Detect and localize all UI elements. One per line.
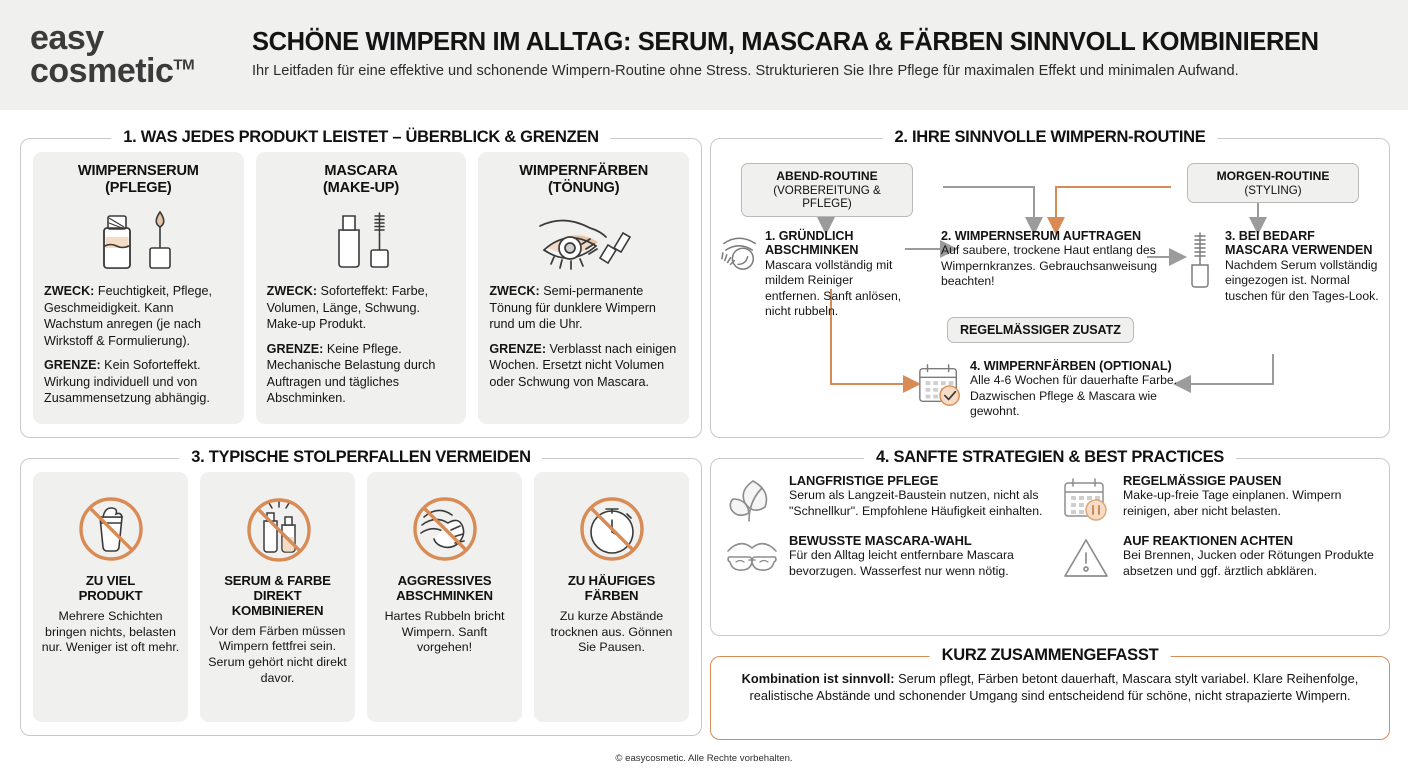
panel-2-title: 2. IHRE SINNVOLLE WIMPERN-ROUTINE	[883, 128, 1218, 147]
brand-word: cosmetic	[30, 52, 174, 90]
tip-regular-breaks	[1057, 473, 1377, 527]
panel-best-practices	[710, 448, 1390, 636]
panel-products	[20, 128, 702, 438]
page-subtitle: Ihr Leitfaden für eine effektive und schonende Wimpern-Routine ohne Stress. Strukturieren Sie Ihre Pflege für maximalen Effekt und minimalen Aufwand.	[252, 63, 1239, 80]
product-name-line2: (TÖNUNG)	[548, 179, 620, 196]
product-name-line1: WIMPERNFÄRBEN	[519, 163, 649, 179]
pitfall-name-line2: ABSCHMINKEN	[396, 587, 493, 603]
pitfall-name-line1: ZU HÄUFIGES	[567, 573, 656, 588]
limit-text: Keine Pflege. Mechanische Belastung durch Auftragen und tägliches Abschminken.	[266, 341, 436, 406]
limit-text: Kein Soforteffekt. Wirkung individuell und von Zusammensetzung abhängig.	[44, 358, 210, 406]
routine-step-3-title: 3. BEI BEDARF MASCARA VERWENDEN	[1225, 229, 1373, 258]
purpose-label: ZWECK:	[489, 284, 540, 299]
tip-long-term-care	[723, 473, 1043, 527]
brand-line-2	[30, 52, 252, 90]
pitfall-name-line1: AGGRESSIVES	[397, 573, 492, 588]
panel-3-title: 3. TYPISCHE STOLPERFALLEN VERMEIDEN	[179, 448, 542, 467]
footer-copyright: © easycosmetic. Alle Rechte vorbehalten.	[615, 753, 793, 764]
product-card-tinting	[478, 152, 689, 424]
routine-step-1	[721, 229, 911, 320]
pitfall-card-aggressive-removal	[367, 472, 522, 722]
warning-triangle-icon	[1057, 533, 1115, 581]
closed-eye-cleansing-icon	[721, 229, 759, 320]
no-combine-serum-dye-icon	[237, 484, 319, 568]
page-header	[0, 0, 1408, 110]
product-name	[489, 163, 678, 196]
summary-text: Serum pflegt, Färben betont dauerhaft, Mascara stylt variabel. Klare Reihenfolge, realistische Abstände und schonender Umgang sind entscheidend für schöne, nicht strapazierte Wimpern.	[749, 671, 1359, 703]
routine-step-1-title: 1. GRÜNDLICH ABSCHMINKEN	[765, 229, 859, 258]
pitfall-description: Hartes Rubbeln bricht Wimpern. Sanft vorgehen!	[384, 608, 505, 655]
limit-label: GRENZE:	[489, 341, 547, 356]
tip-mascara-choice	[723, 533, 1043, 581]
evening-routine-box	[741, 163, 913, 217]
brand-logo	[0, 19, 252, 90]
routine-step-2-title: 2. WIMPERNSERUM AUFTRAGEN	[941, 229, 1141, 243]
routine-step-2-text	[941, 229, 1161, 290]
pitfall-name-line1: SERUM & FARBE	[224, 573, 331, 588]
pitfall-card-combine-serum-dye	[200, 472, 355, 722]
trademark-symbol: TM	[173, 56, 195, 74]
no-too-much-product-icon	[70, 484, 152, 568]
pitfall-card-frequent-tinting	[534, 472, 689, 722]
panel-pitfalls	[20, 448, 702, 736]
serum-bottle-and-applicator-icon	[44, 203, 233, 275]
product-purpose	[489, 283, 678, 332]
mascara-tube-and-wand-icon	[267, 203, 456, 275]
tip-title: LANGFRISTIGE PFLEGE	[789, 473, 939, 488]
glasses-eye-icon	[723, 533, 781, 581]
pitfall-card-too-much-product	[33, 472, 188, 722]
morning-routine-box	[1187, 163, 1359, 203]
evening-routine-sublabel: (VORBEREITUNG & PFLEGE)	[773, 183, 881, 211]
pitfall-name	[568, 574, 655, 604]
evening-routine-label: ABEND-ROUTINE	[776, 169, 878, 183]
pitfall-name-line2: FÄRBEN	[584, 587, 639, 603]
tip-watch-reactions	[1057, 533, 1377, 581]
routine-step-3	[1181, 229, 1381, 304]
product-limit	[267, 341, 456, 407]
pitfall-name-line2: DIREKT KOMBINIEREN	[231, 587, 324, 618]
pitfall-name	[208, 574, 347, 619]
limit-label: GRENZE:	[44, 358, 101, 373]
pitfall-name-line1: ZU VIEL	[85, 573, 136, 588]
purpose-text: Soforteffekt: Farbe, Volumen, Länge, Schwung. Make-up Produkt.	[266, 284, 429, 332]
leaf-icon	[723, 473, 781, 527]
product-limit	[489, 341, 678, 390]
product-description	[44, 283, 233, 406]
addon-pill: REGELMÄSSIGER ZUSATZ	[947, 317, 1134, 343]
morning-routine-sublabel: (STYLING)	[1244, 183, 1302, 197]
purpose-label: ZWECK:	[266, 284, 318, 299]
panel-routine	[710, 128, 1390, 438]
header-text-block	[252, 29, 1408, 80]
no-rubbing-icon	[404, 484, 486, 568]
panel-summary	[710, 646, 1390, 740]
tip-title: AUF REAKTIONEN ACHTEN	[1123, 533, 1294, 548]
product-name-line1: WIMPERNSERUM	[77, 163, 199, 179]
product-card-serum	[33, 152, 244, 424]
tip-title: REGELMÄSSIGE PAUSEN	[1123, 473, 1282, 488]
tip-watch-reactions-text	[1123, 533, 1377, 581]
summary-title: KURZ ZUSAMMENGEFASST	[930, 646, 1171, 665]
product-purpose	[267, 283, 456, 332]
product-limit	[44, 357, 233, 406]
product-name-line2: (MAKE-UP)	[322, 179, 400, 196]
product-name	[267, 163, 456, 196]
tip-regular-breaks-text	[1123, 473, 1377, 527]
tip-mascara-choice-text	[789, 533, 1043, 581]
routine-step-4-title: 4. WIMPERNFÄRBEN (OPTIONAL)	[970, 359, 1172, 373]
product-card-mascara	[256, 152, 467, 424]
calendar-check-icon	[916, 359, 964, 420]
routine-step-1-body: Mascara vollständig mit mildem Reiniger entfernen. Sanft anlösen, nicht rubbeln.	[765, 257, 902, 319]
tip-body: Für den Alltag leicht entfernbare Mascara bevorzugen. Wasserfest nur wenn nötig.	[789, 548, 1014, 578]
routine-step-4-body: Alle 4-6 Wochen für dauerhafte Farbe. Dazwischen Pflege & Mascara wie gewohnt.	[970, 373, 1178, 419]
product-name-line2: (PFLEGE)	[105, 179, 172, 196]
panel-4-title: 4. SANFTE STRATEGIEN & BEST PRACTICES	[864, 448, 1236, 467]
pitfall-description: Zu kurze Abstände trocknen aus. Gönnen Sie Pausen.	[550, 608, 673, 655]
pitfall-name	[396, 574, 493, 604]
pitfall-name	[79, 574, 143, 604]
routine-step-4	[916, 359, 1186, 420]
mascara-wand-icon	[1181, 229, 1219, 304]
panel-1-title: 1. WAS JEDES PRODUKT LEISTET – ÜBERBLICK & GRENZEN	[111, 128, 610, 147]
limit-label: GRENZE:	[266, 341, 324, 356]
product-description	[267, 283, 456, 406]
tip-long-term-care-text	[789, 473, 1043, 527]
pitfall-name-line2: PRODUKT	[78, 587, 143, 603]
brand-line-1: easy	[30, 19, 104, 58]
product-name	[44, 163, 233, 196]
summary-lead: Kombination ist sinnvoll:	[741, 671, 895, 686]
pitfall-description: Vor dem Färben müssen Wimpern fettfrei sein. Serum gehört nicht direkt davor.	[208, 623, 347, 685]
product-purpose	[44, 283, 233, 349]
purpose-label: ZWECK:	[44, 284, 95, 299]
product-name-line1: MASCARA	[324, 163, 398, 179]
tip-body: Serum als Langzeit-Baustein nutzen, nicht als "Schnellkur". Empfohlene Häufigkeit einhalten.	[789, 488, 1043, 518]
routine-step-2	[941, 229, 1161, 290]
routine-step-3-body: Nachdem Serum vollständig eingezogen ist. Normal tuschen für den Tages-Look.	[1225, 257, 1379, 303]
purpose-text: Semi-permanente Tönung für dunklere Wimpern rund um die Uhr.	[489, 284, 656, 332]
tip-title: BEWUSSTE MASCARA-WAHL	[789, 533, 972, 548]
pitfall-description: Mehrere Schichten bringen nichts, belasten nur. Weniger ist oft mehr.	[41, 608, 180, 655]
routine-step-1-text	[765, 229, 911, 320]
product-description	[489, 283, 678, 390]
purpose-text: Feuchtigkeit, Pflege, Geschmeidigkeit. Kann Wachstum anregen (je nach Wirkstoff & Formulierung).	[44, 284, 212, 348]
tip-body: Bei Brennen, Jucken oder Rötungen Produkte absetzen und ggf. ärztlich abklären.	[1123, 548, 1374, 578]
page-title: SCHÖNE WIMPERN IM ALLTAG: SERUM, MASCARA & FÄRBEN SINNVOLL KOMBINIEREN	[252, 28, 1319, 57]
no-frequent-tinting-icon	[571, 484, 653, 568]
limit-text: Verblasst nach einigen Wochen. Ersetzt nicht Volumen oder Schwung von Mascara.	[489, 341, 677, 389]
tip-body: Make-up-freie Tage einplanen. Wimpern reinigen, aber nicht belasten.	[1123, 488, 1342, 518]
calendar-pause-icon	[1057, 473, 1115, 527]
morning-routine-label: MORGEN-ROUTINE	[1216, 169, 1330, 183]
routine-step-4-text	[970, 359, 1186, 420]
eye-tinting-icon	[489, 203, 678, 275]
routine-step-3-text	[1225, 229, 1381, 304]
routine-step-2-body: Auf saubere, trockene Haut entlang des Wimpernkranzes. Gebrauchsanweisung beachten!	[941, 243, 1158, 289]
